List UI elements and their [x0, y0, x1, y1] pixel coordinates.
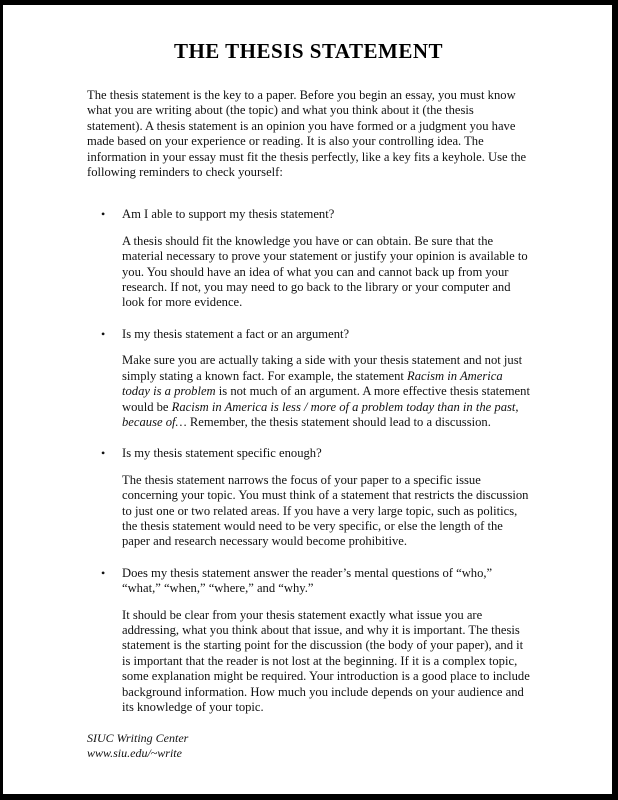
bullet-item	[87, 327, 530, 430]
bullet-body-italic-segment: Racism in America is less / more of a problem today than in the past, because of…	[122, 399, 519, 429]
bullet-icon: •	[101, 207, 106, 222]
bullet-body-italic-segment: Racism in America today is a problem	[122, 368, 503, 399]
bullet-question-row	[87, 566, 530, 597]
bullet-body	[122, 234, 530, 311]
bullet-question: Is my thesis statement a fact or an argument?	[122, 326, 350, 341]
bullet-item	[87, 446, 530, 549]
bullet-question: Does my thesis statement answer the reader’s mental questions of “who,” “what,” “when,” “where,” and “why.”	[122, 565, 493, 596]
bullet-body-segment: Make sure you are actually taking a side with your thesis statement and not just simply stating a known fact. For example, the statement	[122, 353, 523, 383]
footer-line-2: www.siu.edu/~write	[87, 746, 182, 760]
footer	[87, 731, 188, 761]
bullet-body-segment: The thesis statement narrows the focus of your paper to a specific issue concerning your topic. You must think of a statement that restricts the discussion to just one or two related areas. If you have a very large topic, such as politics, the thesis statement would need to be very specific, or else the length of the paper and research necessary would become prohibitive.	[122, 472, 529, 549]
footer-line-1: SIUC Writing Center	[87, 731, 189, 745]
bullet-body-segment: is not much of an argument. A more effective thesis statement would be	[122, 384, 530, 414]
bullet-question: Am I able to support my thesis statement?	[122, 207, 335, 222]
bullet-body	[122, 473, 530, 550]
document-content	[3, 5, 612, 715]
bullet-question-row	[87, 207, 530, 222]
bullet-icon: •	[101, 326, 106, 341]
bullet-body-segment: Remember, the thesis statement should lead to a discussion.	[186, 414, 491, 429]
bullet-question: Is my thesis statement specific enough?	[122, 446, 322, 461]
bullet-item	[87, 566, 530, 716]
bullet-icon: •	[101, 565, 106, 580]
bullet-icon: •	[101, 446, 106, 461]
bullet-body	[122, 608, 530, 716]
bullet-body-segment: It should be clear from your thesis statement exactly what issue you are addressing, what you think about that issue, and why it is important. The thesis statement is the starting point for the discussion (the body of your paper), and it is important that the reader is not lost at the beginning. If it is a complex topic, some explanation might be required. Your introduction is a good place to include background information. How much you include depends on your audience and its knowledge of your topic.	[122, 607, 530, 714]
intro-paragraph: The thesis statement is the key to a paper. Before you begin an essay, you must know what you are writing about (the topic) and what you think about it (the thesis statement). A thesis statement is an opinion you have formed or a judgment you have made based on your experience or reading. It is also your controlling idea. The information in your essay must fit the thesis perfectly, like a key fits a keyhole. Use the following reminders to check yourself:	[87, 88, 527, 180]
bullet-item	[87, 207, 530, 310]
bullet-question-row	[87, 327, 530, 342]
bullet-body-segment: A thesis should fit the knowledge you have or can obtain. Be sure that the material necessary to prove your statement or justify your opinion is available to you. You should have an idea of what you can and cannot back up from your research. If not, you may need to go back to the library or your computer and look for more evidence.	[122, 233, 528, 310]
bullet-body	[122, 353, 530, 430]
bullet-list	[87, 207, 530, 715]
bullet-question-row	[87, 446, 530, 461]
page-title: THE THESIS STATEMENT	[173, 39, 444, 63]
